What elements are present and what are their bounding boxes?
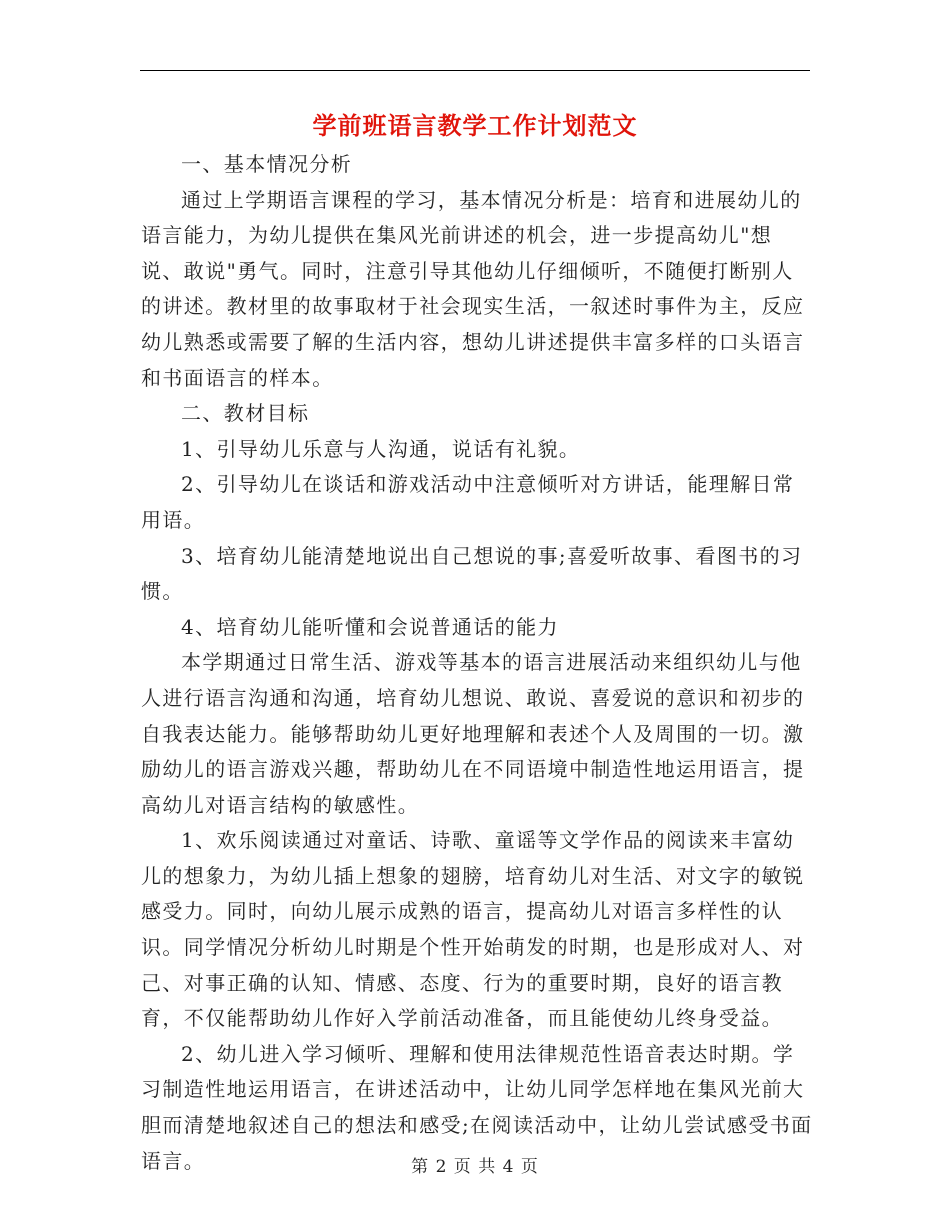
page-number-footer: 第 2 页 共 4 页 bbox=[411, 1157, 539, 1177]
list-item: 1、引导幼儿乐意与人沟通，说话有礼貌。 bbox=[181, 436, 581, 461]
list-item: 2、引导幼儿在谈话和游戏活动中注意倾听对方讲话，能理解日常用语。 bbox=[141, 472, 795, 532]
header-rule bbox=[140, 70, 810, 71]
list-item: 3、培育幼儿能清楚地说出自己想说的事;喜爱听故事、看图书的习惯。 bbox=[141, 543, 803, 604]
document-body bbox=[141, 147, 813, 1179]
list-item: 2、幼儿进入学习倾听、理解和使用法律规范性语音表达时期。学习制造性地运用语言，在讲述活动中，让幼儿同学怎样地在集风光前大胆而清楚地叙述自己的想法和感受;在阅读活动中，让幼儿尝试感受书面语言。 bbox=[141, 1041, 813, 1173]
section-heading-basic-situation: 一、基本情况分析 bbox=[181, 152, 353, 176]
list-item: 1、欢乐阅读通过对童话、诗歌、童谣等文学作品的阅读来丰富幼儿的想象力，为幼儿插上想象的翅膀，培育幼儿对生活、对文字的敏锐感受力。同时，向幼儿展示成熟的语言，提高幼儿对语言多样性的认识。同学情况分析幼儿时期是个性开始萌发的时期，也是形成对人、对己、对事正确的认知、情感、态度、行为的重要时期，良好的语言教育，不仅能帮助幼儿作好入学前活动准备，而且能使幼儿终身受益。 bbox=[141, 828, 805, 1031]
list-item: 4、培育幼儿能听懂和会说普通话的能力 bbox=[181, 614, 559, 639]
paragraph: 本学期通过日常生活、游戏等基本的语言进展活动来组织幼儿与他人进行语言沟通和沟通，培育幼儿想说、敢说、喜爱说的意识和初步的自我表达能力。能够帮助幼儿更好地理解和表述个人及周围的一切。激励幼儿的语言游戏兴趣，帮助幼儿在不同语境中制造性地运用语言，提高幼儿对语言结构的敏感性。 bbox=[141, 650, 805, 817]
document-title: 学前班语言教学工作计划范文 bbox=[312, 111, 638, 140]
section-heading-teaching-goals: 二、教材目标 bbox=[181, 401, 310, 426]
paragraph: 通过上学期语言课程的学习，基本情况分析是：培育和进展幼儿的语言能力，为幼儿提供在集风光前讲述的机会，进一步提高幼儿"想说、敢说"勇气。同时，注意引导其他幼儿仔细倾听，不随便打断别人的讲述。教材里的故事取材于社会现实生活，一叙述时事件为主，反应幼儿熟悉或需要了解的生活内容，想幼儿讲述提供丰富多样的口头语言和书面语言的样本。 bbox=[141, 187, 805, 390]
